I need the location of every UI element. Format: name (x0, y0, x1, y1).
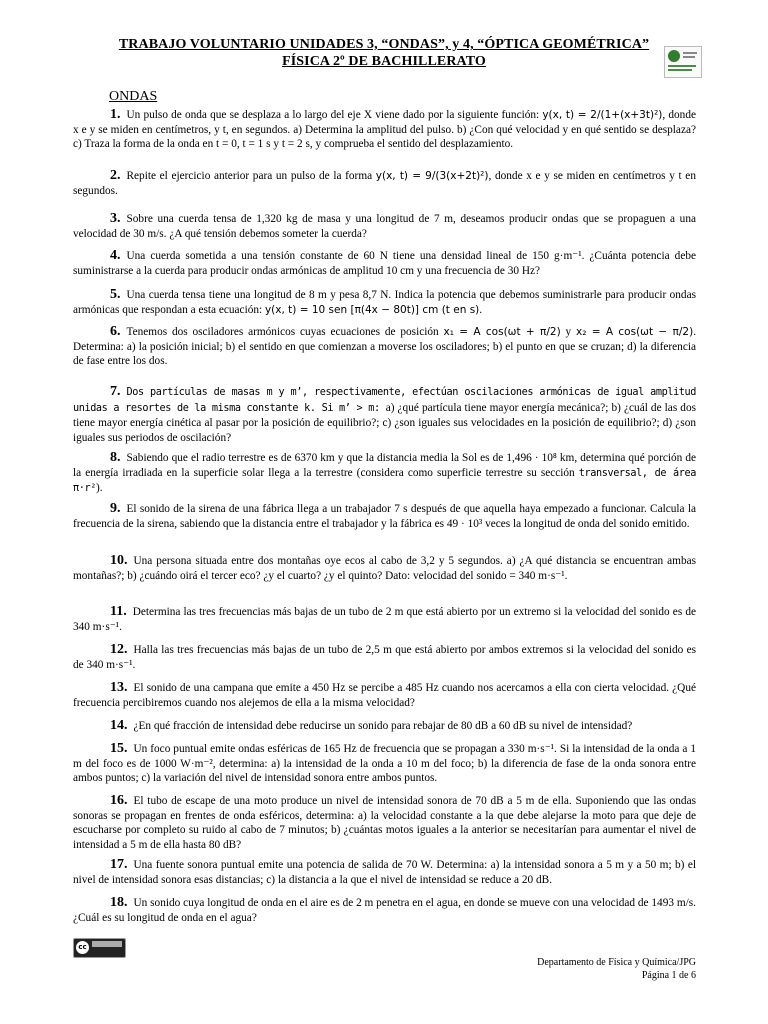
question-2: 2. Repite el ejercicio anterior para un pulso de la forma y(x, t) = 9/(3(x+2t)²), donde x e y se miden en centímetros y t en segundos. (73, 168, 696, 197)
question-11: 11. Determina las tres frecuencias más bajas de un tubo de 2 m que está abierto por un extremo si la velocidad del sonido es de 340 m·s⁻¹. (73, 604, 696, 633)
formula: x₂ = A cos(ωt − π/2) (576, 326, 694, 338)
document-title: TRABAJO VOLUNTARIO UNIDADES 3, “ONDAS”, y 4, “ÓPTICA GEOMÉTRICA” (118, 37, 650, 52)
question-5: 5. Una cuerda tensa tiene una longitud de 8 m y pesa 8,7 N. Indica la potencia que debemos suministrarle para producir ondas armónicas que respondan a esta ecuación: y(x, t) = 10 sen [π(4x − 80t)] cm (t en s). (73, 287, 696, 316)
creative-commons-badge: cc (73, 938, 126, 958)
question-14: 14. ¿En qué fracción de intensidad debe reducirse un sonido para rebajar de 80 dB a 60 dB su nivel de intensidad? (110, 718, 633, 733)
question-1: 1. Un pulso de onda que se desplaza a lo largo del eje X viene dado por la siguiente función: y(x, t) = 2/(1+(x+3t)²), donde x e y se miden en centímetros, y t, en segundos. a) Determina la amplitud del pulso. b) ¿Con qué velocidad y en qué sentido se desplaza? c) Traza la forma de la onda en t = 0, t = 1 s y t = 2 s, y comprueba el sentido del desplazamiento. (73, 107, 696, 150)
question-17: 17. Una fuente sonora puntual emite una potencia de salida de 70 W. Determina: a) la intensidad sonora a 5 m y a 50 m; b) el nivel de intensidad sonora esas distancias; c) la distancia a la que el nivel de intensidad se reduce a 20 dB. (73, 857, 696, 886)
formula: y(x, t) = 10 sen [π(4x − 80t)] cm (t en s) (264, 303, 480, 316)
institution-logo (664, 46, 702, 78)
question-4: 4. Una cuerda sometida a una tensión constante de 60 N tiene una densidad lineal de 150 g·m⁻¹. ¿Cuánta potencia debe suministrarse a la cuerda para producir ondas armónicas de amplitud 10 cm y una frecuencia de 30 Hz? (73, 248, 696, 277)
question-15: 15. Un foco puntual emite ondas esféricas de 165 Hz de frecuencia que se propagan a 330 m·s⁻¹. Si la intensidad de la onda a 1 m del foco es de 1000 W·m⁻², determina: a) la intensidad de la onda a 10 m del foco; b) la diferencia de fase de la onda sonora entre ambos puntos; c) la variación del nivel de intensidad sonora entre ambos puntos. (73, 741, 696, 784)
question-12: 12. Halla las tres frecuencias más bajas de un tubo de 2,5 m que está abierto por ambos extremos si la velocidad del sonido es de 340 m·s⁻¹. (73, 642, 696, 671)
question-3: 3. Sobre una cuerda tensa de 1,320 kg de masa y una longitud de 7 m, deseamos producir ondas que se propaguen a una velocidad de 30 m/s. ¿A qué tensión debemos someter la cuerda? (73, 211, 696, 240)
question-16: 16. El tubo de escape de una moto produce un nivel de intensidad sonora de 70 dB a 5 m de ella. Suponiendo que las ondas sonoras se propagan en frentes de onda esféricos, determina: a) la velocidad constante a la que debe alejarse la moto para que deje de escucharse por completo su ruido al cabo de 7 minutos; b) ¿cuántas motos iguales a la anterior se necesitarían para aumentar el nivel de intensidad a 5 m de ella hasta 80 dB? (73, 793, 696, 851)
question-18: 18. Un sonido cuya longitud de onda en el aire es de 2 m penetra en el agua, en donde se mueve con una velocidad de 1493 m/s. ¿Cuál es su longitud de onda en el agua? (73, 895, 696, 924)
question-6: 6. Tenemos dos osciladores armónicos cuyas ecuaciones de posición x₁ = A cos(ωt + π/2) y x₂ = A cos(ωt − π/2). Determina: a) la posición inicial; b) el sentido en que comienzan a moverse los osciladores; b) el punto en que se cruzan; d) la diferencia de fase entre los dos. (73, 324, 697, 367)
footer-department: Departamento de Física y Química/JPG (537, 957, 696, 968)
document-subtitle: FÍSICA 2º DE BACHILLERATO (282, 54, 486, 69)
question-9: 9. El sonido de la sirena de una fábrica llega a un trabajador 7 s después de que aquella haya empezado a funcionar. Calcula la frecuencia de la sirena, sabiendo que la distancia entre el trabajador y la fábrica es 49 · 10³ veces la longitud de onda del sonido emitido. (73, 501, 696, 530)
section-heading: ONDAS (109, 89, 158, 104)
question-10: 10. Una persona situada entre dos montañas oye ecos al cabo de 3,2 y 5 segundos. a) ¿A qué distancia se encuentran ambas montañas?; b) ¿cuándo oirá el tercer eco? ¿y el cuarto? ¿y el quinto? Dato: velocidad del sonido = 340 m·s⁻¹. (73, 553, 696, 582)
question-8: 8. Sabiendo que el radio terrestre es de 6370 km y que la distancia media la Sol es de 1,496 · 10⁸ km, determina qué porción de la energía irradiada en la superficie solar llega a la terrestre (considera como superficie terrestre su sección transversal, de área π·r²). (73, 450, 696, 494)
formula: x₁ = A cos(ωt + π/2) (443, 326, 561, 338)
question-13: 13. El sonido de una campana que emite a 450 Hz se percibe a 485 Hz cuando nos acercamos a ella con cierta velocidad. ¿Qué frecuencia percibiremos cuando nos alejemos de ella a la misma velocidad? (73, 680, 696, 709)
formula: y(x, t) = 9/(3(x+2t)²) (375, 170, 489, 182)
footer-page-number: Página 1 de 6 (641, 970, 696, 981)
formula: y(x, t) = 2/(1+(x+3t)²) (542, 109, 663, 121)
question-7: 7. Dos partículas de masas m y m’, respectivamente, efectúan oscilaciones armónicas de igual amplitud unidas a resortes de la misma constante k. Si m’ > m: a) ¿qué partícula tiene mayor energía mecánica?; b) ¿cuál de las dos tiene mayor energía cinética al pasar por la posición de equilibrio?; c) ¿son iguales sus velocidades en la posición de equilibrio?; d) ¿son iguales sus periodos de oscilación? (73, 384, 696, 444)
